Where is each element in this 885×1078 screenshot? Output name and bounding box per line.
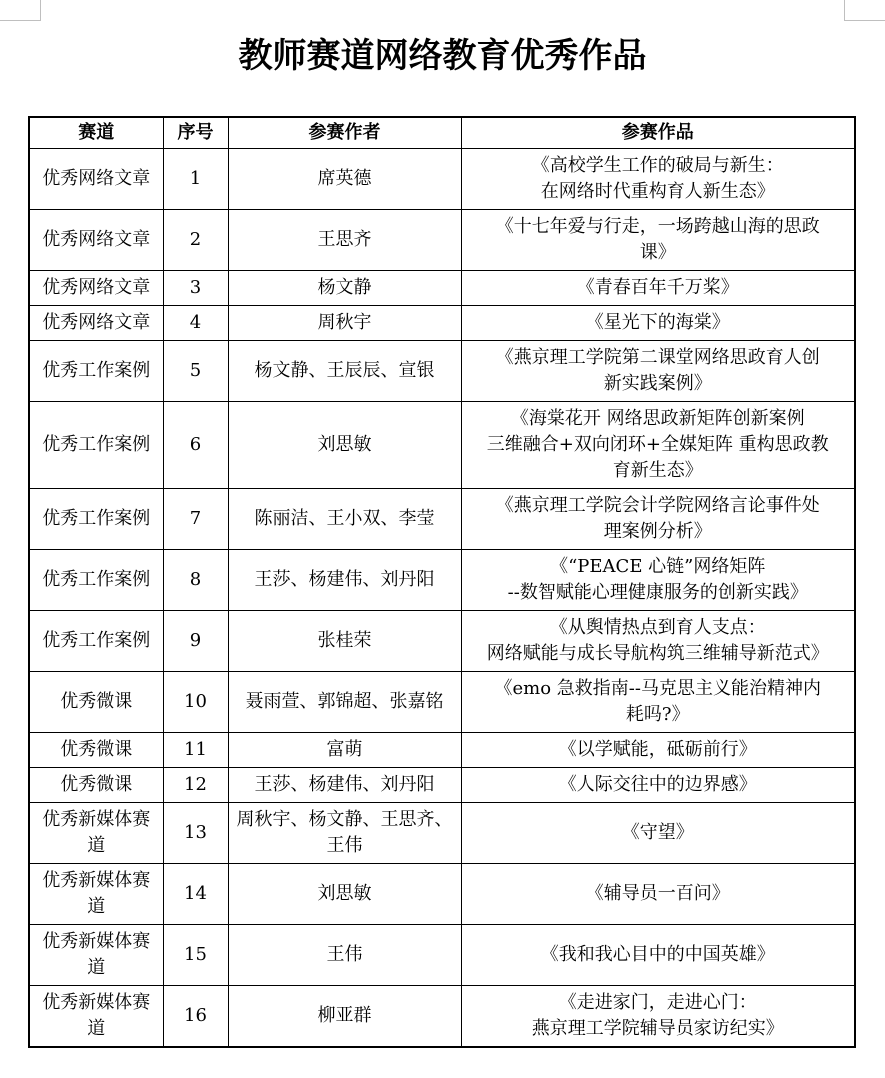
work-title-line: 育新生态》 (612, 460, 703, 481)
cell-work (461, 489, 855, 550)
table-row (29, 803, 855, 864)
cell-work (461, 672, 855, 733)
work-title-line: 《人际交往中的边界感》 (558, 774, 757, 795)
work-title-line: 《星光下的海棠》 (585, 312, 730, 333)
cell-number: 15 (163, 925, 228, 986)
work-title-line: 《燕京理工学院会计学院网络言论事件处 (495, 495, 820, 516)
cell-number: 12 (163, 768, 228, 803)
page-corner-mark-left (0, 0, 41, 21)
work-title-line: 《我和我心目中的中国英雄》 (540, 944, 775, 965)
work-title-line: 《辅导员一百问》 (585, 883, 730, 904)
table-row (29, 271, 855, 306)
cell-track: 优秀工作案例 (29, 341, 163, 402)
cell-number: 16 (163, 986, 228, 1048)
cell-number: 6 (163, 402, 228, 489)
cell-author: 杨文静、王辰辰、宣银 (228, 341, 461, 402)
cell-author: 柳亚群 (228, 986, 461, 1048)
cell-track: 优秀微课 (29, 733, 163, 768)
table-row (29, 341, 855, 402)
cell-track: 优秀新媒体赛道 (29, 803, 163, 864)
cell-track: 优秀工作案例 (29, 550, 163, 611)
cell-work (461, 402, 855, 489)
cell-work (461, 864, 855, 925)
table-row (29, 925, 855, 986)
cell-work (461, 341, 855, 402)
cell-work (461, 550, 855, 611)
work-title-line: 网络赋能与成长导航构筑三维辅导新范式》 (486, 643, 829, 664)
work-title-line: 《以学赋能，砥砺前行》 (558, 739, 757, 760)
work-title-line: 理案例分析》 (603, 521, 712, 542)
cell-number: 8 (163, 550, 228, 611)
cell-author: 王莎、杨建伟、刘丹阳 (228, 550, 461, 611)
cell-author: 张桂荣 (228, 611, 461, 672)
table-row (29, 986, 855, 1048)
work-title-line: 《“PEACE 心链”网络矩阵 (550, 556, 766, 577)
cell-number: 14 (163, 864, 228, 925)
page-corner-mark-right (844, 0, 885, 21)
header-author: 参赛作者 (228, 117, 461, 149)
work-title-line: 《燕京理工学院第二课堂网络思政育人创 (495, 347, 820, 368)
work-title-line: 三维融合+双向闭环+全媒矩阵 重构思政教 (486, 434, 829, 455)
cell-track: 优秀新媒体赛道 (29, 925, 163, 986)
cell-track: 优秀新媒体赛道 (29, 986, 163, 1048)
cell-track: 优秀网络文章 (29, 271, 163, 306)
work-title-line: 《青春百年千万桨》 (576, 277, 739, 298)
cell-track: 优秀微课 (29, 672, 163, 733)
cell-work (461, 803, 855, 864)
cell-number: 1 (163, 149, 228, 210)
table-row (29, 768, 855, 803)
work-title-line: 《从舆情热点到育人支点： (549, 617, 766, 638)
cell-work (461, 986, 855, 1048)
table-row (29, 672, 855, 733)
table-row (29, 149, 855, 210)
table-row (29, 489, 855, 550)
table-row (29, 864, 855, 925)
header-number: 序号 (163, 117, 228, 149)
cell-author: 王思齐 (228, 210, 461, 271)
cell-author: 杨文静 (228, 271, 461, 306)
cell-number: 5 (163, 341, 228, 402)
cell-track: 优秀工作案例 (29, 489, 163, 550)
work-title-line: 《高校学生工作的破局与新生： (531, 155, 784, 176)
table-row (29, 550, 855, 611)
work-title-line: 《emo 急救指南--马克思主义能治精神内 (494, 678, 821, 699)
cell-track: 优秀微课 (29, 768, 163, 803)
cell-author: 周秋宇、杨文静、王思齐、王伟 (228, 803, 461, 864)
cell-author: 周秋宇 (228, 306, 461, 341)
cell-author: 席英德 (228, 149, 461, 210)
cell-track: 优秀网络文章 (29, 149, 163, 210)
work-title-line: --数智赋能心理健康服务的创新实践》 (507, 582, 808, 603)
cell-work (461, 210, 855, 271)
table-row (29, 733, 855, 768)
awards-table (28, 116, 856, 1048)
page-title: 教师赛道网络教育优秀作品 (238, 36, 647, 76)
work-title-line: 耗吗?》 (625, 704, 690, 725)
cell-work (461, 306, 855, 341)
work-title-line: 燕京理工学院辅导员家访纪实》 (531, 1018, 784, 1039)
cell-author: 刘思敏 (228, 864, 461, 925)
cell-author: 聂雨萱、郭锦超、张嘉铭 (228, 672, 461, 733)
table-body (29, 149, 855, 1048)
cell-author: 刘思敏 (228, 402, 461, 489)
table-row (29, 306, 855, 341)
cell-work (461, 733, 855, 768)
work-title-line: 在网络时代重构育人新生态》 (540, 181, 775, 202)
work-title-line: 《海棠花开 网络思政新矩阵创新案例 (510, 408, 805, 429)
cell-number: 11 (163, 733, 228, 768)
work-title-line: 《走进家门，走进心门： (558, 992, 757, 1013)
cell-track: 优秀工作案例 (29, 402, 163, 489)
work-title-line: 《守望》 (621, 822, 694, 843)
header-work: 参赛作品 (461, 117, 855, 149)
table-header-row (29, 117, 855, 149)
cell-work (461, 271, 855, 306)
cell-track: 优秀网络文章 (29, 210, 163, 271)
cell-author: 陈丽洁、王小双、李莹 (228, 489, 461, 550)
cell-author: 王伟 (228, 925, 461, 986)
cell-number: 9 (163, 611, 228, 672)
cell-number: 3 (163, 271, 228, 306)
table-row (29, 210, 855, 271)
table-row (29, 402, 855, 489)
cell-work (461, 611, 855, 672)
cell-author: 富萌 (228, 733, 461, 768)
header-track: 赛道 (29, 117, 163, 149)
cell-number: 13 (163, 803, 228, 864)
cell-number: 2 (163, 210, 228, 271)
cell-track: 优秀网络文章 (29, 306, 163, 341)
cell-number: 4 (163, 306, 228, 341)
cell-work (461, 768, 855, 803)
work-title-line: 新实践案例》 (603, 373, 712, 394)
table-row (29, 611, 855, 672)
cell-author: 王莎、杨建伟、刘丹阳 (228, 768, 461, 803)
cell-track: 优秀新媒体赛道 (29, 864, 163, 925)
cell-work (461, 925, 855, 986)
cell-number: 7 (163, 489, 228, 550)
cell-work (461, 149, 855, 210)
cell-number: 10 (163, 672, 228, 733)
work-title-line: 课》 (639, 242, 676, 263)
cell-track: 优秀工作案例 (29, 611, 163, 672)
work-title-line: 《十七年爱与行走，一场跨越山海的思政 (495, 216, 820, 237)
